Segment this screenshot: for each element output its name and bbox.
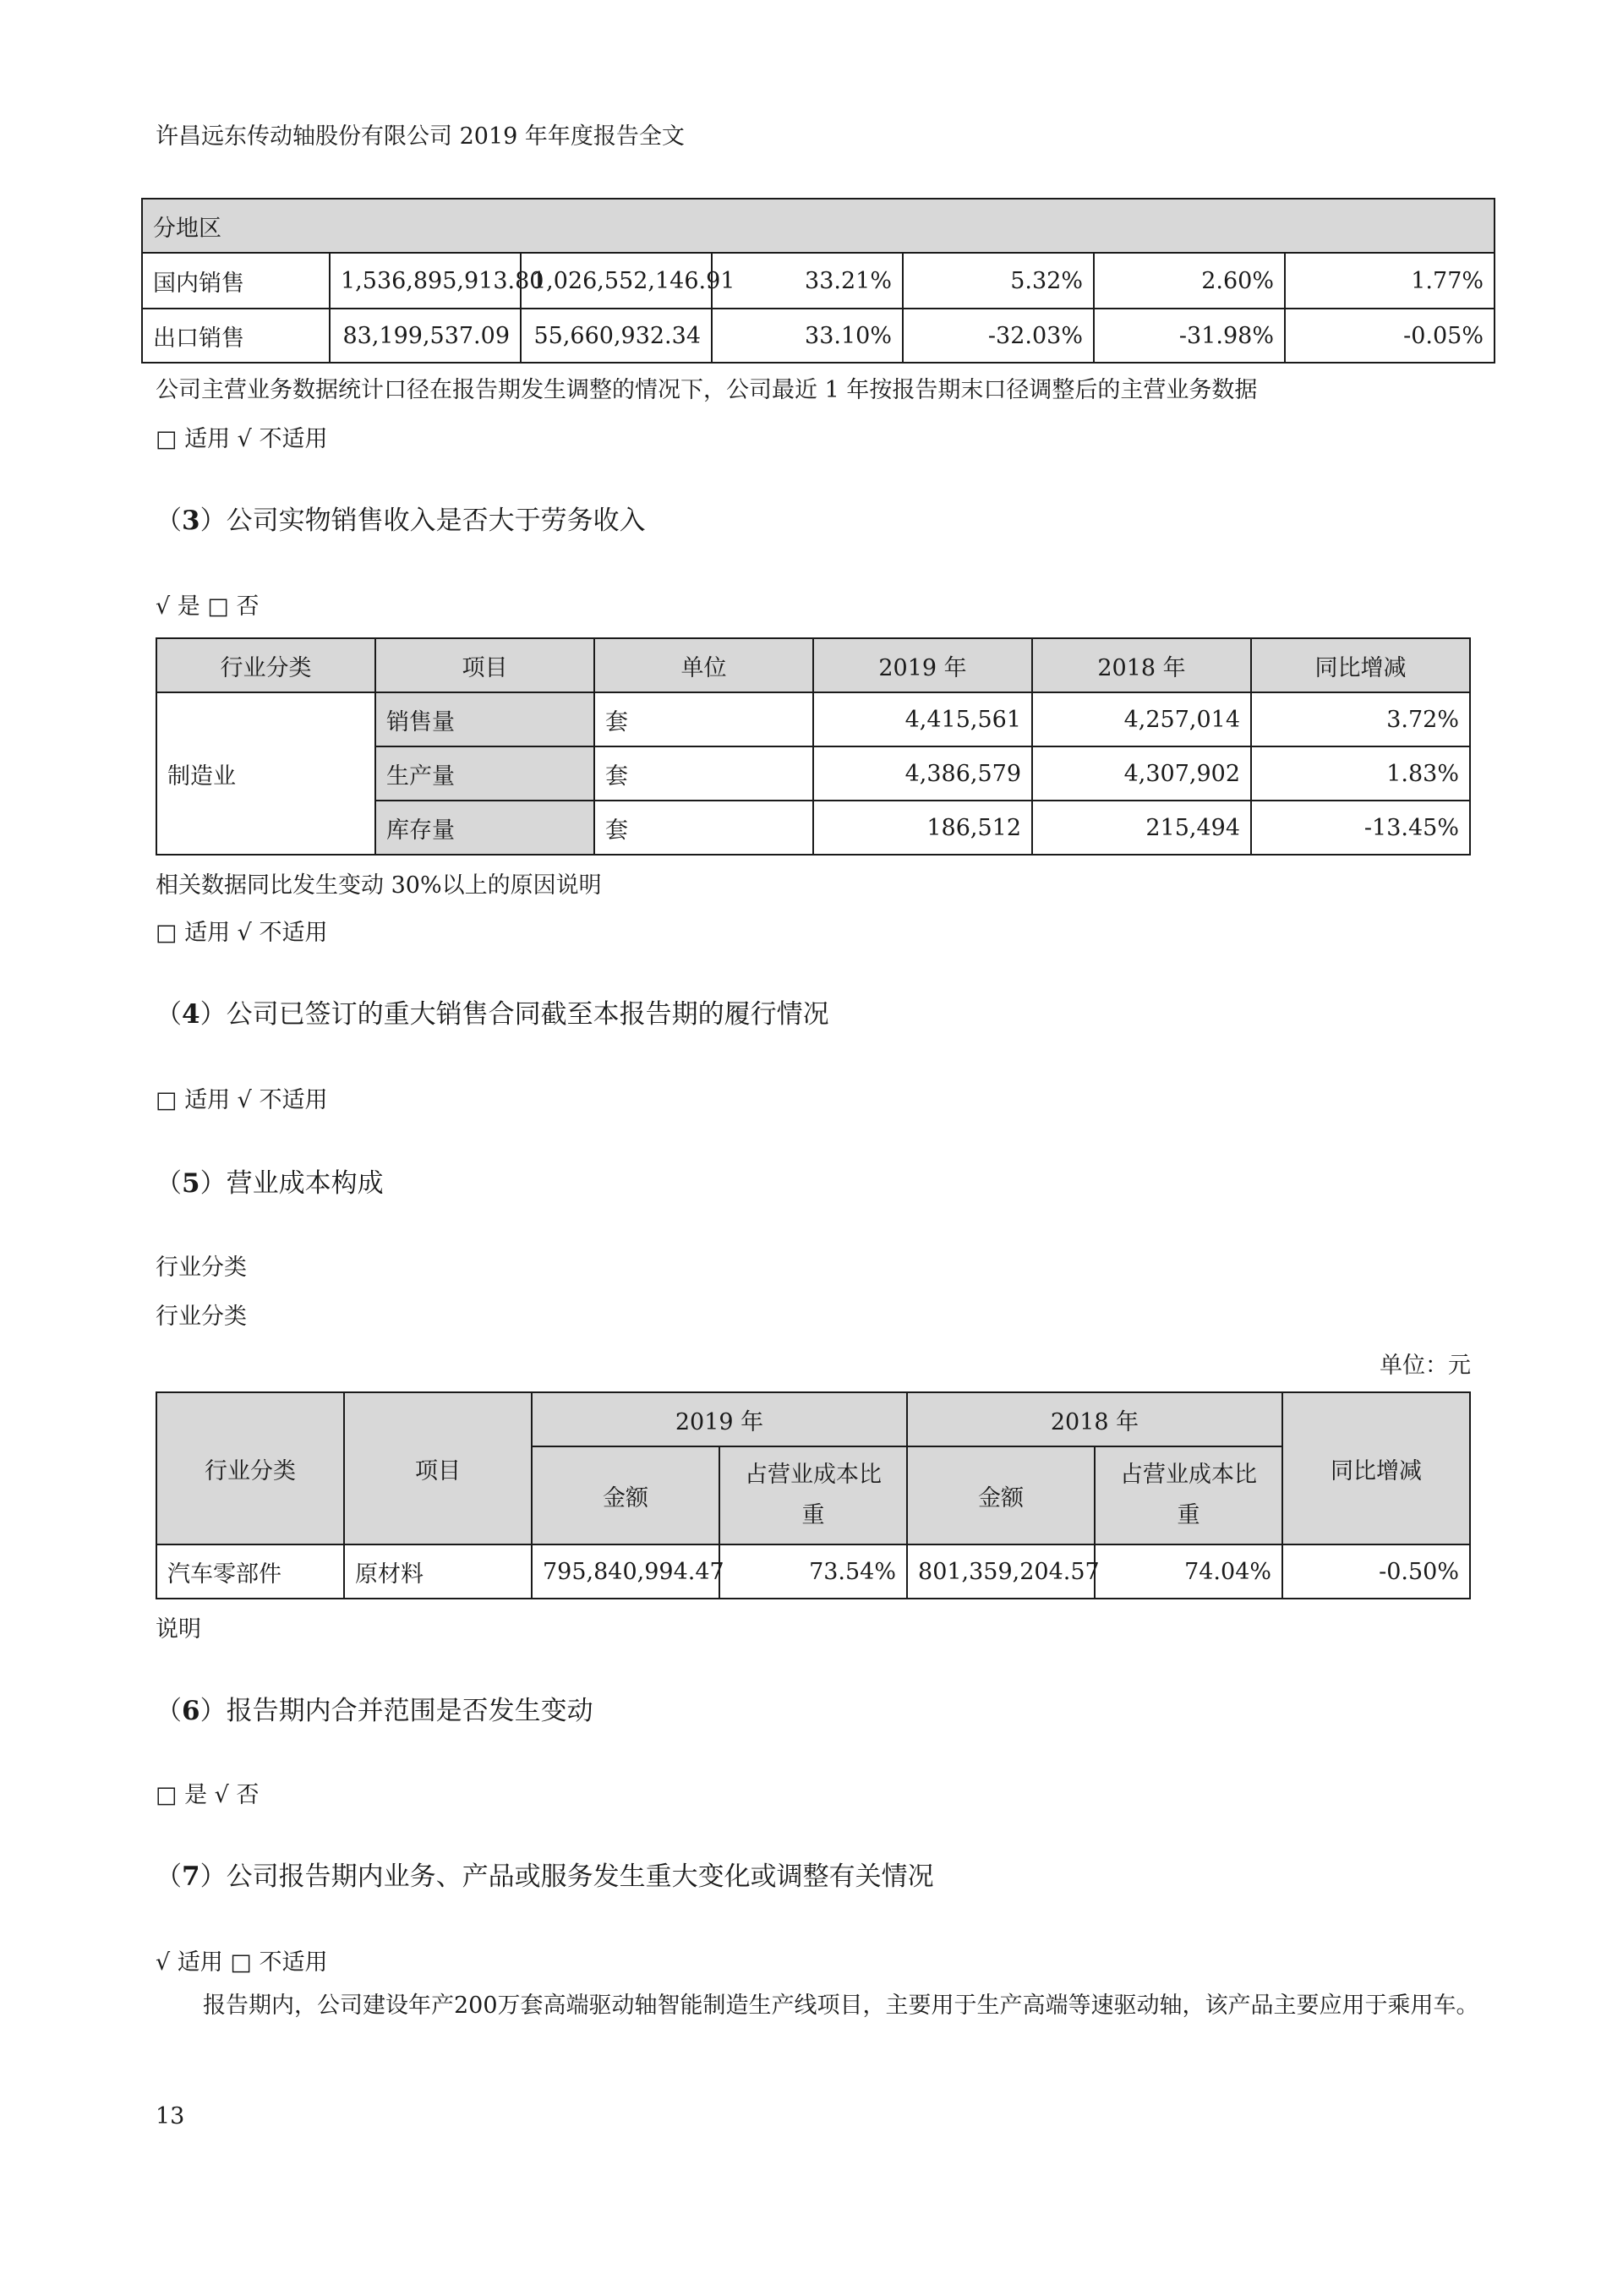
item-cell: 原材料 xyxy=(344,1544,532,1599)
col-header: 行业分类 xyxy=(156,638,375,692)
section-heading-5: （5）营业成本构成 xyxy=(156,1168,384,1199)
value-2019-cell: 186,512 xyxy=(813,801,1032,855)
col-header: 2019 年 xyxy=(813,638,1032,692)
applicable-choice: □ 适用 √ 不适用 xyxy=(156,1087,328,1113)
industry-category-label: 行业分类 xyxy=(156,1255,247,1281)
yes-no-choice: √ 是 □ 否 xyxy=(156,593,260,620)
adjustment-note: 公司主营业务数据统计口径在报告期发生调整的情况下，公司最近 1 年按报告期末口径调整后的主营业务数据 xyxy=(156,377,1258,403)
col-header: 2018 年 xyxy=(907,1392,1282,1446)
industry-cell: 制造业 xyxy=(156,692,375,855)
value-2018-cell: 4,307,902 xyxy=(1032,746,1251,801)
col-header: 占营业成本比 重 xyxy=(1095,1446,1282,1544)
col-header: 金额 xyxy=(532,1446,719,1544)
yoy-cell: -13.45% xyxy=(1251,801,1470,855)
col-header: 单位 xyxy=(594,638,813,692)
yoy-cell: 1.83% xyxy=(1251,746,1470,801)
yes-no-choice: □ 是 √ 否 xyxy=(156,1782,260,1808)
value-2019-cell: 4,415,561 xyxy=(813,692,1032,746)
item-cell: 库存量 xyxy=(375,801,594,855)
margin-cell: 33.21% xyxy=(712,253,903,309)
table-row xyxy=(142,253,1495,309)
ratio-2018-cell: 74.04% xyxy=(1095,1544,1282,1599)
region-section-label: 分地区 xyxy=(142,199,1495,253)
industry-category-label: 行业分类 xyxy=(156,1304,247,1330)
yoy-cell: 3.72% xyxy=(1251,692,1470,746)
margin-cell: 33.10% xyxy=(712,309,903,363)
col-header: 项目 xyxy=(375,638,594,692)
item-cell: 销售量 xyxy=(375,692,594,746)
section-heading-4: （4）公司已签订的重大销售合同截至本报告期的履行情况 xyxy=(156,999,829,1030)
revenue-yoy-cell: -32.03% xyxy=(903,309,1094,363)
value-2018-cell: 4,257,014 xyxy=(1032,692,1251,746)
col-header: 2018 年 xyxy=(1032,638,1251,692)
amount-2018-cell: 801,359,204.57 xyxy=(907,1544,1095,1599)
item-cell: 生产量 xyxy=(375,746,594,801)
col-header: 项目 xyxy=(344,1392,532,1544)
report-header: 许昌远东传动轴股份有限公司 2019 年年度报告全文 xyxy=(156,123,685,150)
region-name: 国内销售 xyxy=(142,253,330,309)
region-sales-table xyxy=(141,198,1495,364)
col-header: 金额 xyxy=(907,1446,1095,1544)
applicable-choice: √ 适用 □ 不适用 xyxy=(156,1949,328,1976)
section-heading-6: （6）报告期内合并范围是否发生变动 xyxy=(156,1696,593,1726)
page-number: 13 xyxy=(156,2103,185,2129)
region-name: 出口销售 xyxy=(142,309,330,363)
section-heading-3: （3）公司实物销售收入是否大于劳务收入 xyxy=(156,506,646,536)
col-header: 行业分类 xyxy=(156,1392,344,1544)
col-header: 同比增减 xyxy=(1282,1392,1470,1544)
revenue-cell: 83,199,537.09 xyxy=(330,309,521,363)
col-header: 2019 年 xyxy=(532,1392,907,1446)
unit-cell: 套 xyxy=(594,801,813,855)
margin-yoy-cell: -0.05% xyxy=(1285,309,1495,363)
applicable-choice: □ 适用 √ 不适用 xyxy=(156,426,328,452)
col-header: 占营业成本比 重 xyxy=(719,1446,907,1544)
value-2019-cell: 4,386,579 xyxy=(813,746,1032,801)
revenue-yoy-cell: 5.32% xyxy=(903,253,1094,309)
explanation-label: 说明 xyxy=(156,1616,201,1643)
unit-cell: 套 xyxy=(594,746,813,801)
cost-cell: 1,026,552,146.91 xyxy=(521,253,712,309)
revenue-cell: 1,536,895,913.80 xyxy=(330,253,521,309)
applicable-choice: □ 适用 √ 不适用 xyxy=(156,920,328,946)
operating-cost-table xyxy=(156,1391,1471,1599)
cost-yoy-cell: 2.60% xyxy=(1094,253,1285,309)
business-change-paragraph: 报告期内，公司建设年产200万套高端驱动轴智能制造生产线项目，主要用于生产高端等速驱动轴，该产品主要应用于乘用车。 xyxy=(203,1993,1479,2019)
unit-cell: 套 xyxy=(594,692,813,746)
industry-cell: 汽车零部件 xyxy=(156,1544,344,1599)
table-row xyxy=(156,1544,1470,1599)
value-2018-cell: 215,494 xyxy=(1032,801,1251,855)
yoy-cell: -0.50% xyxy=(1282,1544,1470,1599)
cost-cell: 55,660,932.34 xyxy=(521,309,712,363)
section-heading-7: （7）公司报告期内业务、产品或服务发生重大变化或调整有关情况 xyxy=(156,1861,934,1892)
change-reason-note: 相关数据同比发生变动 30%以上的原因说明 xyxy=(156,872,602,899)
margin-yoy-cell: 1.77% xyxy=(1285,253,1495,309)
col-header: 同比增减 xyxy=(1251,638,1470,692)
table-row xyxy=(156,692,1470,746)
amount-2019-cell: 795,840,994.47 xyxy=(532,1544,719,1599)
ratio-2019-cell: 73.54% xyxy=(719,1544,907,1599)
sales-volume-table xyxy=(156,637,1471,856)
unit-label: 单位：元 xyxy=(1380,1353,1471,1379)
cost-yoy-cell: -31.98% xyxy=(1094,309,1285,363)
table-row xyxy=(142,309,1495,363)
